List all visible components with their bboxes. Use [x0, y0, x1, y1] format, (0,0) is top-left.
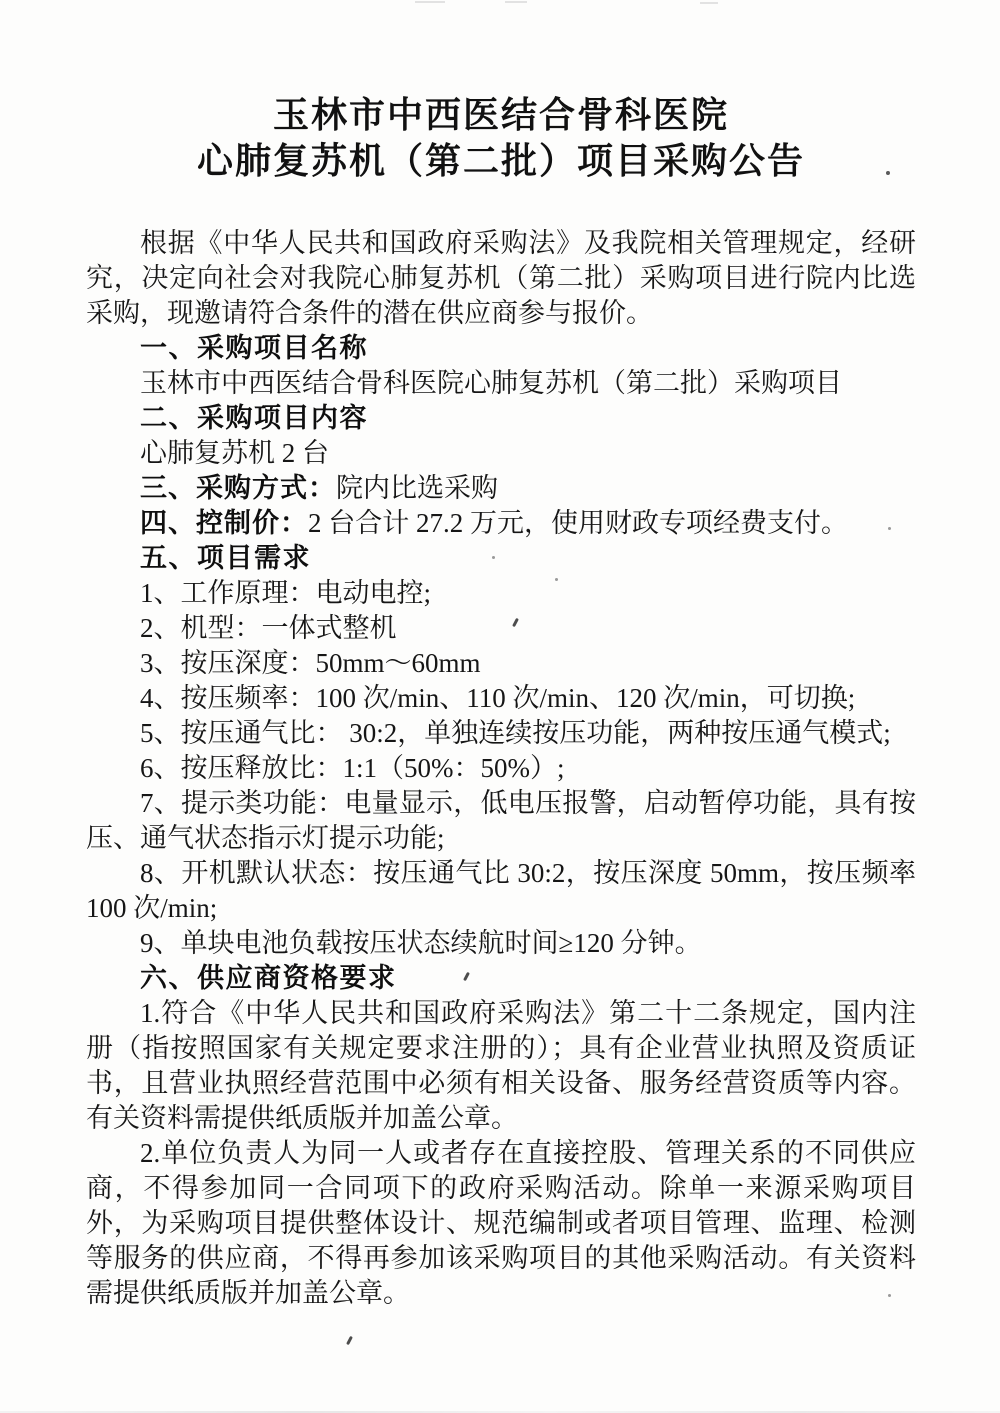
section-1-heading: 一、采购项目名称 — [140, 333, 368, 363]
section-5-heading: 五、项目需求 — [140, 543, 311, 573]
section-1-body: 玉林市中西医结合骨科医院心肺复苏机（第二批）采购项目 — [140, 368, 842, 398]
scan-edge-noise — [415, 1, 445, 3]
scan-artifact — [555, 578, 558, 581]
requirement-item-3: 3、按压深度：50mm～60mm — [140, 648, 481, 678]
scan-artifact — [888, 1294, 891, 1297]
scan-artifact — [346, 1336, 353, 1345]
requirement-item-6: 6、按压释放比：1:1（50%：50%）; — [140, 753, 565, 783]
qualification-paragraph-2: 2.单位负责人为同一人或者存在直接控股、管理关系的不同供应商，不得参加同一合同项下的政府采购活动。除单一来源采购项目外，为采购项目提供整体设计、规范编制或者项目管理、监理、检测等服务的供应商，不得再参加该采购项目的其他采购活动。有关资料需提供纸质版并加盖公章。 — [86, 1138, 916, 1308]
requirement-item-2: 2、机型：一体式整机 — [140, 613, 397, 643]
section-2-heading: 二、采购项目内容 — [140, 403, 368, 433]
requirement-item-1: 1、工作原理：电动电控; — [140, 578, 432, 608]
section-4-label: 四、控制价： — [140, 508, 308, 538]
qualification-paragraph-1: 1.符合《中华人民共和国政府采购法》第二十二条规定，国内注册（指按照国家有关规定要求注册的）；具有企业营业执照及资质证书，且营业执照经营范围中必须有相关设备、服务经营资质等内容。有关资料需提供纸质版并加盖公章。 — [86, 998, 916, 1133]
section-2-body: 心肺复苏机 2 台 — [140, 438, 329, 468]
section-3-line — [86, 471, 916, 506]
document-content — [86, 92, 916, 1311]
scan-edge-noise — [505, 1, 527, 3]
scan-artifact — [888, 527, 891, 530]
requirement-item-4: 4、按压频率：100 次/min、110 次/min、120 次/min，可切换; — [140, 683, 856, 713]
page-title — [86, 92, 916, 184]
requirement-item-9: 9、单块电池负载按压状态续航时间≥120 分钟。 — [140, 928, 702, 958]
section-4-line — [86, 506, 916, 541]
scan-edge-noise — [700, 2, 718, 4]
requirement-item-8: 8、开机默认状态：按压通气比 30:2，按压深度 50mm，按压频率 100 次/min; — [86, 858, 916, 923]
section-3-value: 院内比选采购 — [336, 473, 498, 503]
intro-paragraph: 根据《中华人民共和国政府采购法》及我院相关管理规定，经研究，决定向社会对我院心肺复苏机（第二批）采购项目进行院内比选采购，现邀请符合条件的潜在供应商参与报价。 — [86, 228, 916, 328]
title-line-2: 心肺复苏机（第二批）项目采购公告 — [196, 141, 805, 181]
scan-artifact — [886, 171, 890, 175]
title-line-1: 玉林市中西医结合骨科医院 — [272, 95, 729, 135]
requirement-item-7: 7、提示类功能：电量显示，低电压报警，启动暂停功能，具有按压、通气状态指示灯提示功能; — [86, 788, 916, 853]
section-6-heading: 六、供应商资格要求 — [140, 963, 397, 993]
scan-artifact — [492, 556, 495, 559]
section-3-label: 三、采购方式： — [140, 473, 336, 503]
section-4-value: 2 台合计 27.2 万元，使用财政专项经费支付。 — [308, 508, 848, 538]
requirement-item-5: 5、按压通气比： 30:2，单独连续按压功能，两种按压通气模式; — [140, 718, 891, 748]
